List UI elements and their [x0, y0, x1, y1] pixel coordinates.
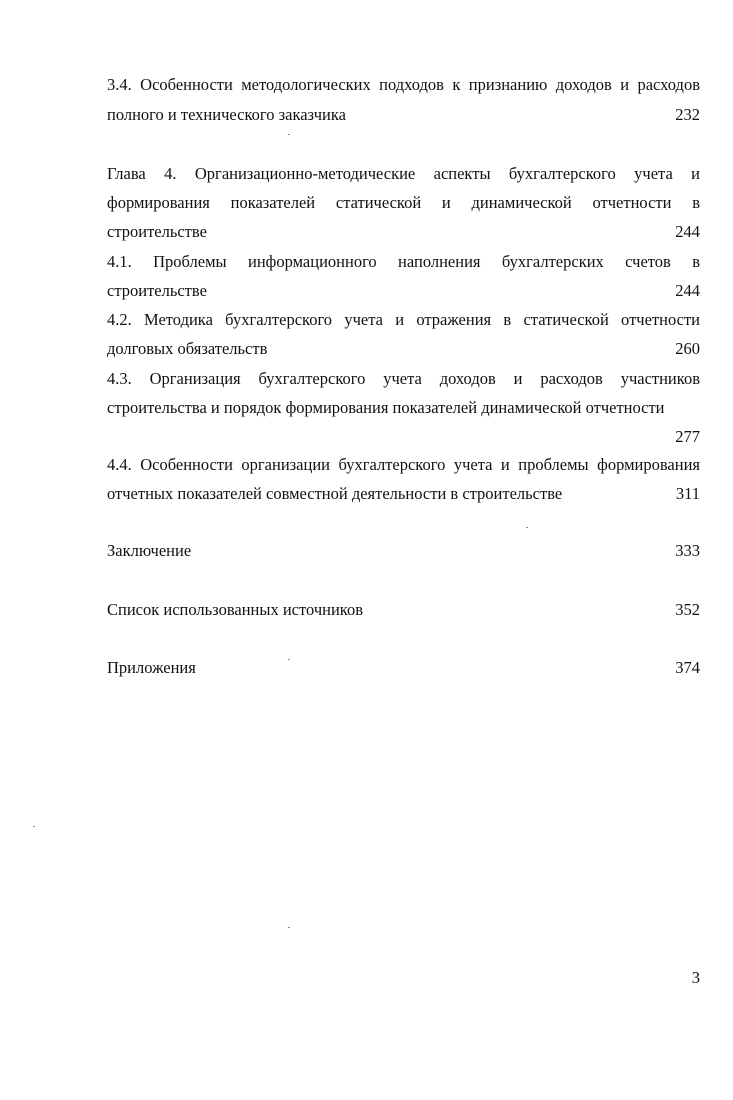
toc-chapter-4-line2: формирования показателей статической и динамической отчетности в [107, 193, 700, 212]
toc-conclusion-label: Заключение [107, 541, 192, 560]
toc-appendices-page: 374 [675, 658, 700, 677]
toc-references-label: Список использованных источников [107, 600, 363, 619]
toc-entry-4-3-line1: 4.3. Организация бухгалтерского учета доходов и расходов участников [107, 369, 700, 388]
toc-entry-3-4-line1: 3.4. Особенности методологических подходов к признанию доходов и расходов [107, 75, 700, 94]
toc-chapter-4-page: 244 [675, 222, 700, 241]
toc-appendices-label: Приложения [107, 658, 196, 677]
toc-entry-4-4-line2: отчетных показателей совместной деятельности в строительстве [107, 484, 563, 503]
toc-entry-3-4-page: 232 [675, 105, 700, 124]
scan-speck [288, 134, 290, 135]
toc-references-page: 352 [675, 600, 700, 619]
toc-entry-4-1-line2: строительстве [107, 281, 207, 300]
toc-chapter-4-line3: строительстве [107, 222, 207, 241]
toc-entry-4-3-page: 277 [675, 427, 700, 446]
toc-entry-4-2-line2: долговых обязательств [107, 339, 268, 358]
scan-speck [288, 659, 290, 660]
scan-speck [288, 927, 290, 928]
toc-conclusion-page: 333 [675, 541, 700, 560]
toc-entry-4-4-page: 311 [675, 484, 700, 503]
toc-entry-4-2-page: 260 [675, 339, 700, 358]
toc-entry-4-1-page: 244 [675, 281, 700, 300]
toc-chapter-4-line1: Глава 4. Организационно-методические аспекты бухгалтерского учета и [107, 164, 700, 183]
toc-entry-4-2-line1: 4.2. Методика бухгалтерского учета и отражения в статической отчетности [107, 310, 700, 329]
toc-entry-3-4-line2: полного и технического заказчика [107, 105, 346, 124]
scan-speck [33, 826, 35, 827]
scan-speck [526, 527, 528, 528]
toc-entry-4-4-line1: 4.4. Особенности организации бухгалтерского учета и проблемы формирования [107, 455, 700, 474]
toc-entry-4-1-line1: 4.1. Проблемы информационного наполнения бухгалтерских счетов в [107, 252, 700, 271]
toc-entry-4-3-line2: строительства и порядок формирования показателей динамической отчетности [107, 398, 665, 417]
page-number: 3 [691, 968, 700, 987]
